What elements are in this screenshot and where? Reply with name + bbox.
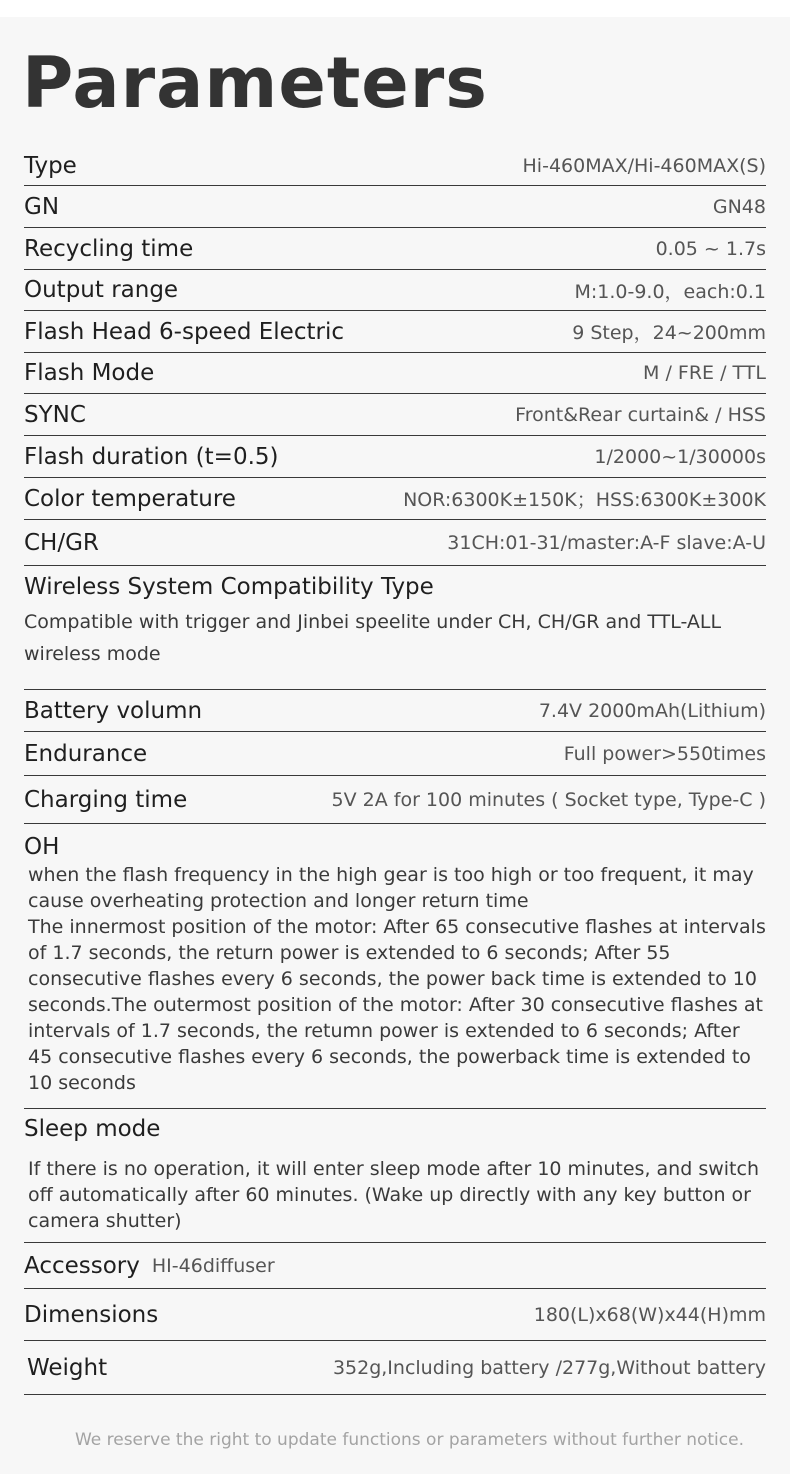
overheating-section [24,834,766,1109]
spec-label: Color temperature [24,485,236,512]
spec-value: Front&Rear curtain& / HSS [515,403,766,426]
spec-value: 7.4V 2000mAh(Lithium) [538,699,766,722]
spec-row-output-range [24,270,766,311]
spec-label: Flash duration (t=0.5) [24,443,279,470]
section-heading: Wireless System Compatibility Type [24,574,434,600]
spec-row-recycling-time [24,228,766,270]
spec-row-accessory [24,1243,766,1289]
spec-row-color-temperature [24,478,766,520]
spec-row-endurance [24,732,766,776]
spec-value: HI-46diffuser [151,1254,275,1277]
spec-value: NOR:6300K±150K；HSS:6300K±300K [403,489,766,511]
spec-label: Recycling time [24,235,194,262]
spec-value: GN48 [712,195,766,218]
spec-value: 180(L)x68(W)x44(H)mm [533,1303,766,1326]
spec-label: SYNC [24,401,86,428]
spec-value: Full power>550times [563,742,766,765]
spec-value: Hi-460MAX/Hi-460MAX(S) [522,154,766,177]
spec-row-sync [24,394,766,436]
section-text: Compatible with trigger and Jinbei speelite under CH, CH/GR and TTL-ALL wireless mode [24,611,722,665]
spec-label: GN [24,193,60,220]
spec-row-weight [24,1341,766,1395]
spec-row-charging-time [24,776,766,824]
spec-label: Battery volumn [24,697,203,724]
spec-row-flash-duration [24,436,766,478]
page-title: Parameters [22,42,488,124]
wireless-section [24,574,766,690]
spec-label: CH/GR [24,529,99,556]
spec-label: Weight [27,1354,108,1381]
spec-row-ch-gr [24,520,766,566]
spec-row-type [24,146,766,186]
spec-label: Output range [24,277,179,303]
section-text: when the flash frequency in the high gear is too high or too frequent, it may cause overheating protection and longer return time [28,864,754,912]
spec-row-dimensions [24,1289,766,1341]
spec-value: 1/2000~1/30000s [594,445,766,468]
spec-label: Accessory [24,1252,140,1279]
spec-label: Dimensions [24,1301,159,1328]
sleep-section [24,1116,766,1243]
spec-value: 9 Step，24~200mm [572,322,766,344]
spec-label: Flash Head 6-speed Electric [24,318,344,345]
spec-row-flash-mode [24,353,766,394]
disclaimer-footer: We reserve the right to update functions or parameters without further notice. [74,1430,744,1450]
section-text: The innermost position of the motor: After 65 consecutive flashes at intervals of 1.7 seconds, the return power is extended to 6 seconds; After 55 consecutive flashes every 6 seconds, the power back time is extended to 10 seconds.The outermost position of the motor: After 30 consecutive flashes at intervals of 1.7 seconds, the retumn power is extended to 6 seconds; After 45 consecutive flashes every 6 seconds, the powerback time is extended to 10 seconds [28,916,766,1094]
spec-value: 352g,Including battery /277g,Without battery [332,1356,766,1379]
spec-label: Endurance [24,740,148,767]
spec-row-battery [24,690,766,732]
spec-label: Type [24,152,77,179]
spec-value: M / FRE / TTL [643,362,766,384]
spec-value: 31CH:01-31/master:A-F slave:A-U [447,531,766,554]
spec-row-flash-head [24,311,766,353]
spec-label: Charging time [24,786,188,813]
spec-label: Flash Mode [24,360,155,386]
section-heading: OH [24,834,60,860]
spec-value: 5V 2A for 100 minutes ( Socket type, Type-C ) [331,788,766,811]
spec-row-gn [24,186,766,228]
spec-value: M:1.0-9.0，each:0.1 [574,280,766,303]
section-heading: Sleep mode [24,1116,161,1142]
section-text: If there is no operation, it will enter sleep mode after 10 minutes, and switch off automatically after 60 minutes. (Wake up directly with any key button or camera shutter) [28,1158,759,1232]
spec-value: 0.05 ~ 1.7s [655,237,766,260]
